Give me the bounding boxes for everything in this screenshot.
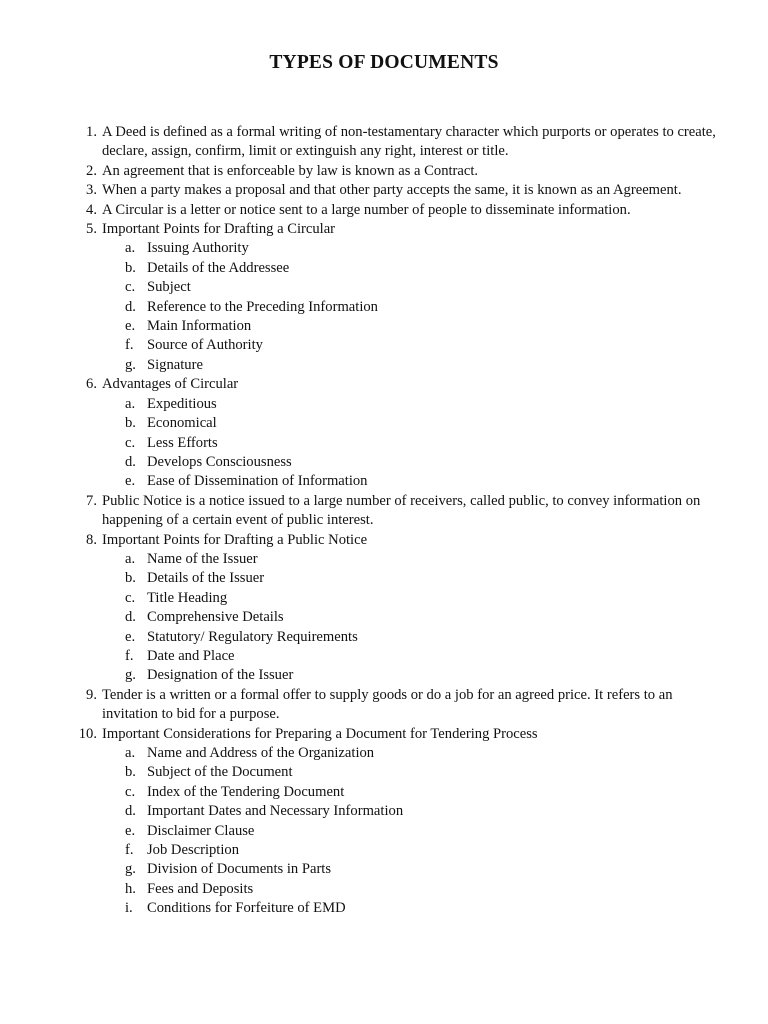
sub-list-item-text: Develops Consciousness [147, 453, 292, 470]
sub-list-item [78, 550, 718, 569]
sub-list-item-text: Economical [147, 415, 217, 432]
sub-list-item-letter: g. [125, 356, 136, 373]
list-item-text: Important Considerations for Preparing a Document for Tendering Process [102, 725, 538, 742]
sub-list-item [78, 414, 718, 433]
list-item-number: 3. [86, 182, 97, 199]
sub-list-item [78, 802, 718, 821]
sub-list-item-letter: c. [125, 434, 136, 451]
sub-list-item-text: Source of Authority [147, 337, 263, 354]
list-item-text: Advantages of Circular [102, 376, 239, 393]
list-item [78, 220, 718, 239]
sub-list-item-letter: e. [125, 473, 136, 490]
list-item-text: A Deed is defined as a formal writing of non-testamentary character which purports or operates to create, declare, assign, confirm, limit or extinguish any right, interest or title. [102, 124, 716, 160]
list-item-text: Important Points for Drafting a Public Notice [102, 531, 368, 548]
sub-list-item-letter: e. [125, 318, 136, 335]
page-title: TYPES OF DOCUMENTS [269, 52, 499, 73]
list-item-text: Public Notice is a notice issued to a large number of receivers, called public, to convey information on happening of a certain event of public interest. [102, 492, 701, 529]
list-item [78, 492, 718, 531]
sub-list-item [78, 589, 718, 608]
sub-list-item-text: Fees and Deposits [147, 880, 254, 897]
list-item [78, 686, 718, 725]
sub-list-item-letter: d. [125, 298, 136, 315]
list-item-text: A Circular is a letter or notice sent to a large number of people to disseminate information. [102, 201, 631, 218]
list-item-number: 10. [78, 725, 97, 742]
sub-list-item-text: Date and Place [147, 647, 235, 664]
list-item-number: 8. [86, 531, 97, 548]
sub-list-item-letter: a. [125, 395, 136, 412]
list-item-number: 2. [86, 162, 97, 179]
list-item-text: An agreement that is enforceable by law is known as a Contract. [102, 162, 479, 179]
sub-list-item-text: Less Efforts [147, 434, 218, 451]
sub-list-item-text: Details of the Issuer [147, 570, 265, 587]
list-item-text: When a party makes a proposal and that other party accepts the same, it is known as an Agreement. [102, 182, 682, 199]
sub-list-item-letter: f. [125, 337, 134, 354]
sub-list-item [78, 860, 718, 879]
sub-list-item [78, 608, 718, 627]
numbered-list [78, 123, 718, 919]
sub-list-item-text: Ease of Dissemination of Information [147, 473, 368, 490]
list-item-number: 5. [86, 221, 97, 238]
list-item-number: 4. [86, 201, 97, 218]
list-item [78, 201, 718, 220]
sub-list-item-text: Subject of the Document [147, 764, 293, 781]
sub-list-item [78, 278, 718, 297]
sub-list-item-text: Title Heading [147, 589, 228, 606]
sub-list-item-letter: a. [125, 550, 136, 567]
sub-list-item-text: Name and Address of the Organization [147, 745, 375, 761]
sub-list-item [78, 744, 718, 763]
sub-list-item-text: Designation of the Issuer [147, 667, 294, 684]
sub-list-item-letter: e. [125, 822, 136, 839]
sub-list-item-text: Conditions for Forfeiture of EMD [147, 900, 346, 917]
sub-list-item [78, 336, 718, 355]
sub-list-item [78, 628, 718, 647]
sub-list-item-text: Subject [147, 279, 191, 296]
sub-list-item-text: Statutory/ Regulatory Requirements [147, 628, 358, 645]
list-item [78, 162, 718, 181]
sub-list-item [78, 841, 718, 860]
sub-list-item-letter: c. [125, 783, 136, 800]
sub-list-item-text: Signature [147, 356, 203, 373]
sub-list-item-letter: e. [125, 628, 136, 645]
sub-list-item [78, 298, 718, 317]
sub-list-item [78, 239, 718, 258]
sub-list-item-text: Details of the Addressee [147, 259, 290, 276]
sub-list-item-letter: c. [125, 279, 136, 296]
sub-list-item [78, 434, 718, 453]
list-item-number: 7. [86, 492, 97, 509]
sub-list-item [78, 647, 718, 666]
list-item [78, 123, 718, 162]
sub-list-item-text: Name of the Issuer [147, 550, 258, 567]
sub-list-item [78, 472, 718, 491]
sub-list-item-letter: b. [125, 570, 136, 587]
sub-list-item [78, 395, 718, 414]
sub-list-item-text: Job Description [147, 842, 240, 859]
sub-list-item-text: Important Dates and Necessary Information [147, 803, 404, 820]
list-item-number: 9. [86, 686, 97, 703]
list-item [78, 531, 718, 550]
sub-list-item-letter: g. [125, 861, 136, 878]
sub-list-item-letter: d. [125, 453, 136, 470]
sub-list-item [78, 880, 718, 899]
sub-list-item-letter: d. [125, 609, 136, 626]
sub-list-item-letter: b. [125, 259, 136, 276]
sub-list-item-text: Expeditious [147, 395, 217, 412]
list-item [78, 375, 718, 394]
sub-list-item [78, 356, 718, 375]
sub-list-item-letter: g. [125, 667, 136, 684]
sub-list-item-text: Index of the Tendering Document [147, 783, 345, 800]
sub-list-item-letter: b. [125, 764, 136, 781]
sub-list-item-letter: b. [125, 415, 136, 432]
list-item-number: 6. [86, 376, 97, 393]
list-item-text: Tender is a written or a formal offer to supply goods or do a job for an agreed price. It refers to an invitation to bid for a purpose. [102, 686, 673, 723]
sub-list-item-text: Reference to the Preceding Information [147, 298, 378, 315]
sub-list-item-text: Issuing Authority [147, 240, 249, 257]
list-item [78, 181, 718, 200]
sub-list-item-letter: d. [125, 803, 136, 820]
sub-list-item [78, 783, 718, 802]
sub-list-item [78, 317, 718, 336]
sub-list-item [78, 569, 718, 588]
sub-list-item [78, 259, 718, 278]
sub-list-item-letter: f. [125, 842, 134, 859]
sub-list-item-letter: f. [125, 647, 134, 664]
sub-list-item-letter: a. [125, 240, 136, 257]
sub-list-item-letter: h. [125, 880, 136, 897]
sub-list-item [78, 666, 718, 685]
list-item-text: Important Points for Drafting a Circular [102, 221, 336, 238]
sub-list-item-letter: c. [125, 589, 136, 606]
sub-list-item-text: Division of Documents in Parts [147, 861, 332, 878]
sub-list-item [78, 453, 718, 472]
sub-list-item-text: Main Information [147, 318, 252, 335]
sub-list-item [78, 822, 718, 841]
sub-list-item [78, 763, 718, 782]
list-item-number: 1. [86, 124, 97, 140]
sub-list-item-letter: a. [125, 745, 136, 761]
sub-list-item-text: Disclaimer Clause [147, 822, 255, 839]
list-item [78, 725, 718, 744]
sub-list-item [78, 899, 718, 918]
sub-list-item-text: Comprehensive Details [147, 609, 284, 626]
sub-list-item-letter: i. [125, 900, 133, 917]
